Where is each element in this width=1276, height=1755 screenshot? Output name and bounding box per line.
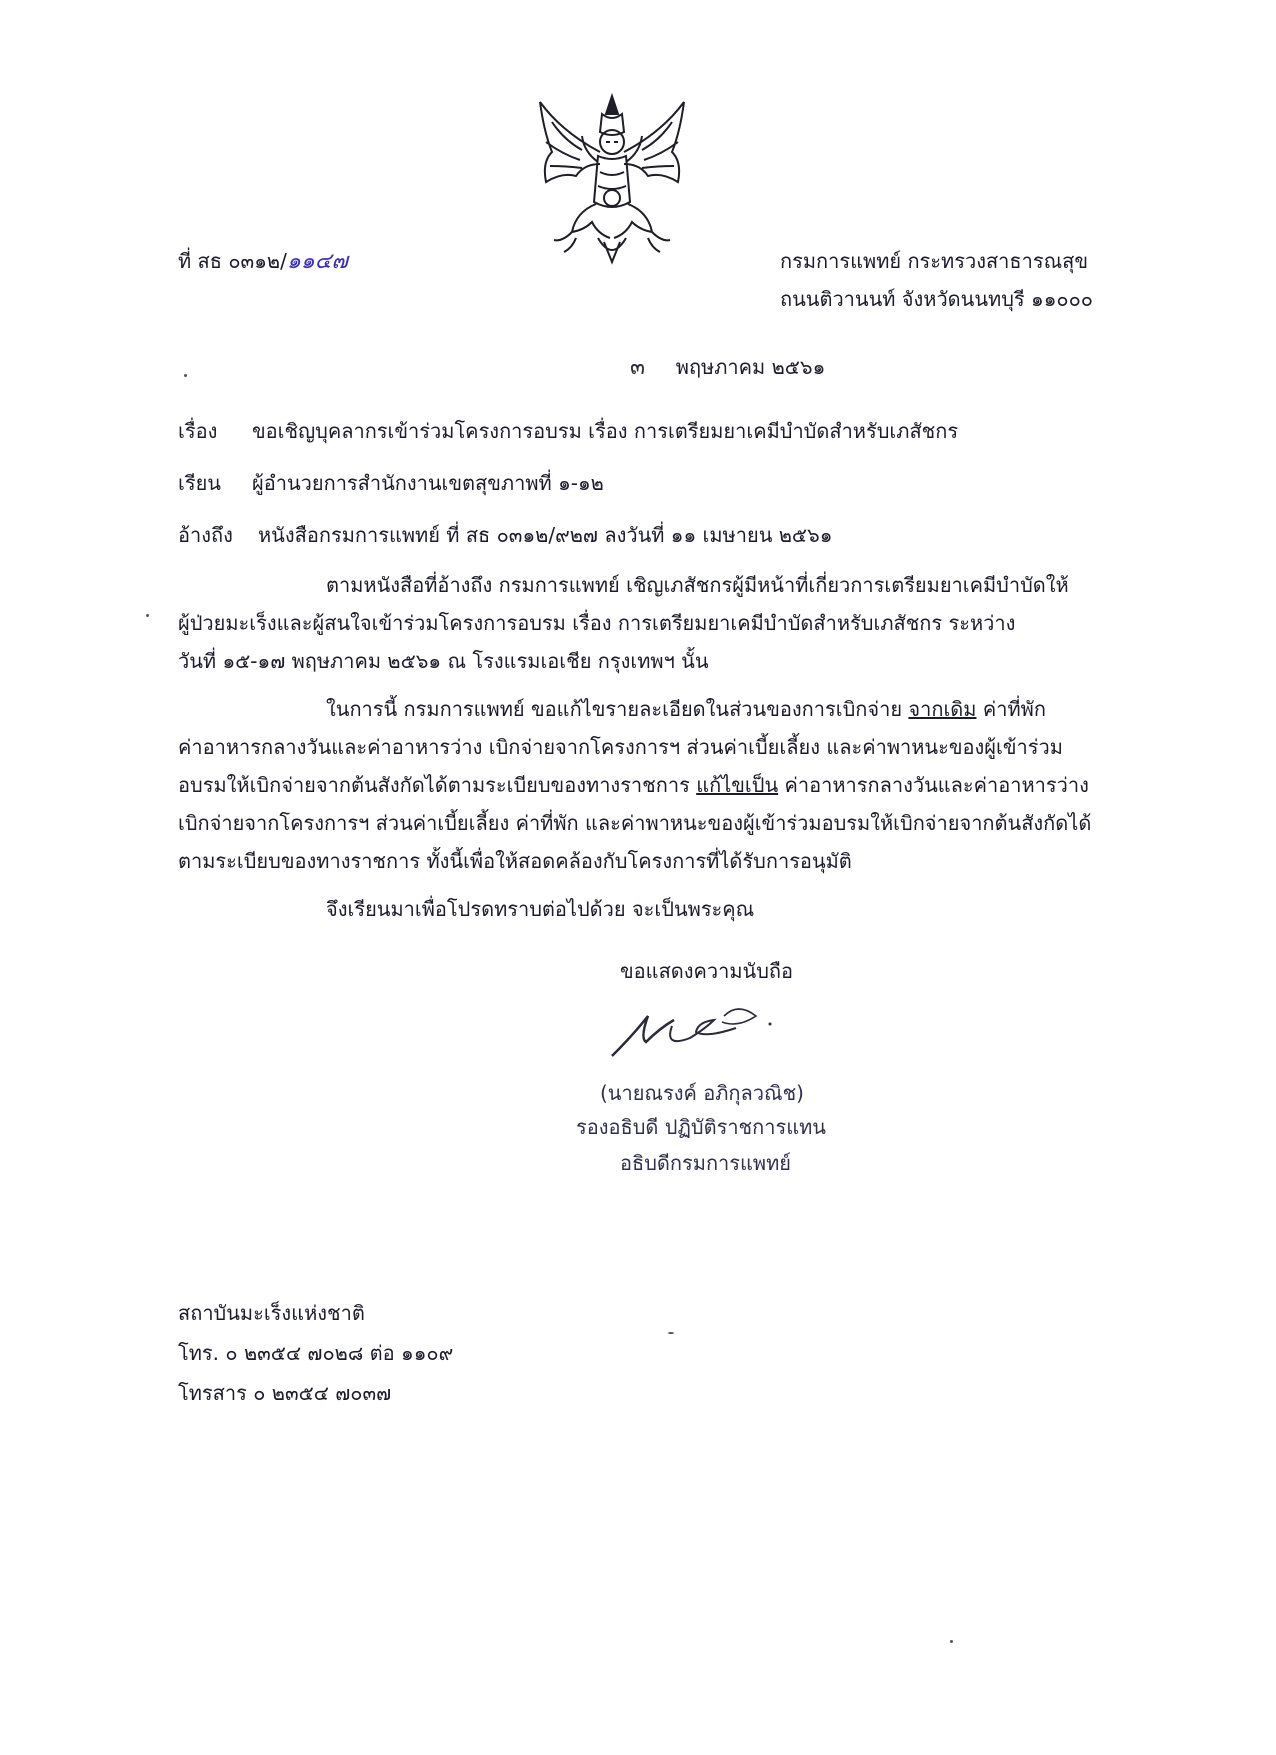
- scan-speck: [146, 614, 149, 617]
- paragraph-2-line-4: เบิกจ่ายจากโครงการฯ ส่วนค่าเบี้ยเลี้ยง ค่าที่พัก และค่าพาหนะของผู้เข้าร่วมอบรมให้เบิกจ่ายจากต้นสังกัดได้: [178, 811, 1092, 835]
- paragraph-1-line-3: วันที่ ๑๕-๑๗ พฤษภาคม ๒๕๖๑ ณ โรงแรมเอเชีย กรุงเทพฯ นั้น: [178, 649, 709, 673]
- paragraph-2-line-1b: ค่าที่พัก: [982, 697, 1046, 721]
- footer-phone: โทร. ๐ ๒๓๕๔ ๗๐๒๘ ต่อ ๑๑๐๙: [178, 1341, 454, 1365]
- underlined-amended-to: แก้ไขเป็น: [696, 773, 779, 797]
- date-day: ๓: [630, 355, 646, 380]
- body-paragraph-2: [178, 690, 1128, 880]
- underlined-from-original: จากเดิม: [908, 697, 977, 721]
- garuda-emblem-icon: [532, 92, 692, 267]
- regards: ขอแสดงความนับถือ: [620, 959, 794, 983]
- footer-fax: โทรสาร ๐ ๒๓๕๔ ๗๐๓๗: [178, 1381, 392, 1405]
- body-paragraph-1: [178, 566, 1128, 680]
- paragraph-2-line-1a: ในการนี้ กรมการแพทย์ ขอแก้ไขรายละเอียดในส่วนของการเบิกจ่าย: [326, 697, 903, 721]
- to-value: ผู้อำนวยการสำนักงานเขตสุขภาพที่ ๑-๑๒: [252, 471, 604, 495]
- reference-value: หนังสือกรมการแพทย์ ที่ สธ ๐๓๑๒/๙๒๗ ลงวันที่ ๑๑ เมษายน ๒๕๖๑: [258, 523, 833, 547]
- paragraph-1-line-2: ผู้ป่วยมะเร็งและผู้สนใจเข้าร่วมโครงการอบรม เรื่อง การเตรียมยาเคมีบำบัดสำหรับเภสัชกร ระหว่าง: [178, 611, 1016, 635]
- scan-speck: [950, 1640, 953, 1643]
- org-name: กรมการแพทย์ กระทรวงสาธารณสุข: [780, 249, 1089, 273]
- reference-prefix: ที่ สธ ๐๓๑๒/: [178, 249, 287, 273]
- date-month-year: พฤษภาคม ๒๕๖๑: [675, 355, 826, 379]
- signatory-name: (นายณรงค์ อภิกุลวณิช): [600, 1081, 804, 1105]
- paragraph-1-line-1: ตามหนังสือที่อ้างถึง กรมการแพทย์ เชิญเภสัชกรผู้มีหน้าที่เกี่ยวการเตรียมยาเคมีบำบัดให้: [326, 573, 1069, 597]
- paragraph-2-line-5: ตามระเบียบของทางราชการ ทั้งนี้เพื่อให้สอดคล้องกับโครงการที่ได้รับการอนุมัติ: [178, 849, 852, 873]
- paragraph-2-line-3a: อบรมให้เบิกจ่ายจากต้นสังกัดได้ตามระเบียบของทางราชการ: [178, 773, 690, 797]
- scan-speck: [668, 1332, 674, 1334]
- paragraph-2-line-2: ค่าอาหารกลางวันและค่าอาหารว่าง เบิกจ่ายจากโครงการฯ ส่วนค่าเบี้ยเลี้ยง และค่าพาหนะของผู้เข้าร่วม: [178, 735, 1063, 759]
- subject-value: ขอเชิญบุคลากรเข้าร่วมโครงการอบรม เรื่อง การเตรียมยาเคมีบำบัดสำหรับเภสัชกร: [252, 419, 959, 443]
- org-address: ถนนติวานนท์ จังหวัดนนทบุรี ๑๑๐๐๐: [780, 287, 1094, 311]
- signatory-title-1: รองอธิบดี ปฏิบัติราชการแทน: [576, 1115, 826, 1139]
- reference-number-handwritten: ๑๑๔๗: [286, 249, 348, 274]
- reference-number: [178, 248, 348, 275]
- letter-date: [630, 354, 825, 381]
- scan-speck: [184, 374, 187, 377]
- subject-label: เรื่อง: [178, 419, 218, 443]
- signature-icon: [606, 998, 786, 1068]
- paragraph-2-line-3b: ค่าอาหารกลางวันและค่าอาหารว่าง: [784, 773, 1089, 797]
- signatory-title-2: อธิบดีกรมการแพทย์: [620, 1151, 791, 1175]
- to-label: เรียน: [178, 471, 221, 495]
- closing-sentence: จึงเรียนมาเพื่อโปรดทราบต่อไปด้วย จะเป็นพระคุณ: [326, 897, 755, 921]
- footer-department: สถาบันมะเร็งแห่งชาติ: [178, 1301, 365, 1325]
- reference-label: อ้างถึง: [178, 523, 233, 547]
